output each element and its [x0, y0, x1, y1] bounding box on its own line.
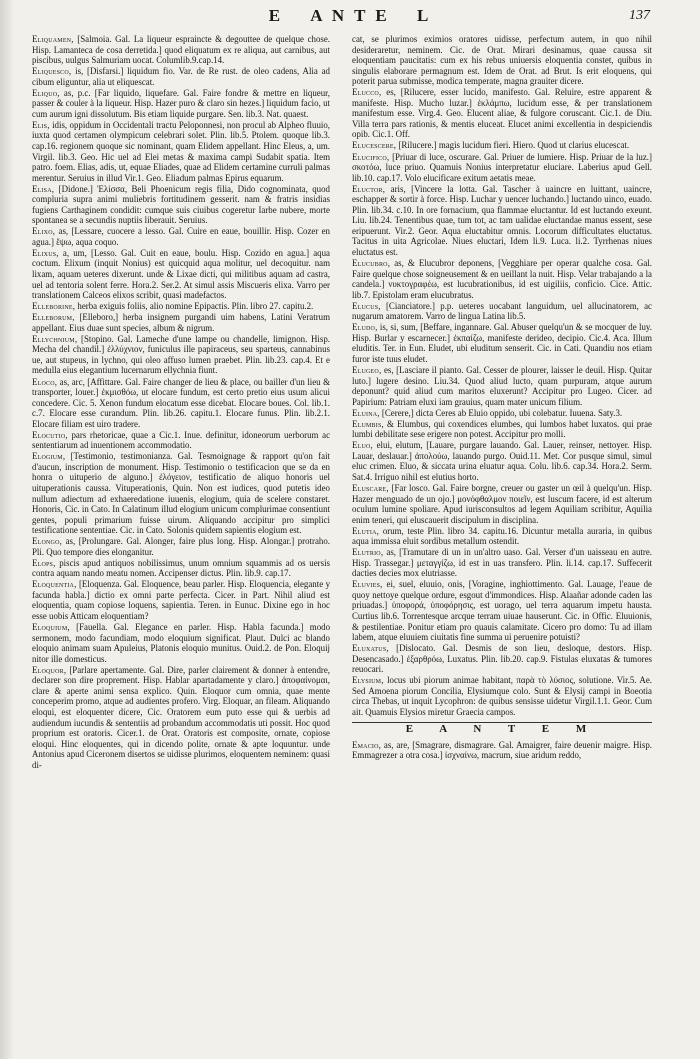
entry-text: elui, elutum, [Lauare, purgare lauando. Gal. Lauer, reinser, nettoyer. Hisp. Lauar, deslauar.] ἀπολούω, lauando purgo. Ouid.11. Met. Cor pusque simul, simul eluc crimen. Eluo, & siccata urina eluatur aqua. Colu. lib.6. cap.34. Hora.2. Serm. Sat.4. Irriguo nihil est elutius horto.: [352, 440, 652, 482]
entry-text: ei, suel, eluuio, onis, [Voragine, inghiottimento. Gal. Lauage, l'eaue de quoy nettoye quelque ordure, esgout d'immondices. Hisp. Alaañar adonde caden las priuadas.] ὑποφορά, ὑποφόρησις, est uorago, uel terra aquarum impetu hausta. Curtius lib.6. Torrentesque arcque terram uiuae hauserunt. Cic. in Offic. Eluuionis, & pestilentiae. Ponitur etiam pro quauis calamitate. Cicero pro domo: Tu ad illam labem, atque eluuiem ciuitatis fine summa ui peruenire potuisti?: [352, 579, 652, 643]
entry-headword: Eliquamen,: [32, 34, 74, 44]
dictionary-entry: [352, 184, 652, 258]
entry-text: as, & Elucubror deponens, [Vegghiare per operar qualche cosa. Gal. Faire quelque chose soigneusement & en ueillant la nuit. Hisp. Velar trabajando a la candela.] νυκτογραφέω, est lucubrationibus, id est uigiliis, conficio. Cice. Attic. lib.7. Epistolam eram elucubratus.: [352, 257, 652, 300]
entry-text: [Eloquenza. Gal. Eloquence, beau parler. Hisp. Eloquencia, elegante y facunda habla.] dictio ex omni parte perfecta. Cicer. in Part. Nihil aliud est eloquentia, quam copiose loquens, sapientia. Teren. in Eunuc. Dixine ego in hoc esse uobis Atticam eloquentiam?: [32, 579, 330, 622]
dictionary-entry: [352, 419, 652, 440]
entry-headword: Elisa,: [32, 183, 55, 194]
entry-headword: Ellychnium,: [32, 333, 78, 344]
dictionary-entry: [352, 322, 652, 364]
dictionary-entry: [352, 526, 652, 547]
entry-headword: Elucifico,: [352, 151, 390, 162]
entry-text: [Parlare apertamente. Gal. Dire, parler clairement & donner à entendre, declarer son dire proprement. Hisp. Hablar apartadamente y claro.] ἀποφαίνομαι, clare & aperte animi sensa explico. Quin. Eloquor cum omnia, quae mente conceperim promo, atque ad audientes profero. Virg. Eloquar, an fileam. Aliquando eloqui, est eloquenter dicere, Cic. Oratorem eum puto esse qui & uerbis ad audiendum iucundis & sententiis ad probandum accommodatis uti possit. Hoc quod proprium est oratoris. Cicer.1. de Orat. Oratoris est composite, ornate, copiose eloqui. Hinc eloquentes, qui in dicendo polite, ornate & apte loquuntur. unde Antonius apud Ciceronem disertos se uidisse plurimos, eloquentem neminem: quasi di-: [32, 664, 330, 770]
page-number: 137: [629, 8, 650, 23]
entry-headword: Elocutio,: [32, 429, 68, 440]
dictionary-entry: [352, 643, 652, 675]
dictionary-entry: [32, 334, 330, 376]
running-head-right: L: [416, 6, 432, 25]
entry-text: herba exiguis foliis, alio nomine Epipactis. Plin. libro 27. capitu.2.: [77, 301, 314, 312]
entry-headword: Eludo,: [352, 322, 378, 333]
dictionary-entry: [32, 430, 330, 451]
entry-text: [Dislocato. Gal. Desmis de son lieu, desloque, destors. Hisp. Desencasado.] ἐξαρθρόω, Luxatus. Plin. lib.20. cap.9. Fistulas eluxatas & tumores reuocari.: [352, 643, 652, 675]
entry-headword: Eluo,: [352, 440, 373, 451]
dictionary-entry: [352, 483, 652, 525]
dictionary-entry: [352, 440, 652, 482]
dictionary-entry: [352, 301, 652, 322]
dictionary-entry: [32, 301, 330, 312]
entry-headword: Elucescere,: [352, 140, 397, 151]
right-column: [352, 34, 652, 1052]
entry-headword: Elutrio,: [352, 547, 384, 558]
left-column: [32, 34, 330, 1052]
entry-headword: Emacio,: [352, 739, 382, 750]
entry-text: is, [Disfarsi.] liquidum fio. Var. de Re rust. de oleo cadens, Alia ad cibum eliguntur, alia ut eliquescat.: [32, 66, 330, 87]
entry-text: pars rhetoricae, quae a Cic.1. Inue. definitur, idoneorum uerborum ac sententiarum ad inuentionem accommodatio.: [32, 429, 330, 451]
dictionary-entry: [352, 579, 652, 642]
entry-text: [Didone.] Ἐλίσσα, Beli Phoenicum regis filia, Dido cognominata, quod compluria supra animi muliebris fortitudinem gesserit. nam & fratris insidias fugiens Carthaginem condidit: cumque suis ciuibus cogeretur Iarbe nubere, morte spontanea se a secundis nuptiis liberauit. Seruius.: [32, 183, 330, 226]
dictionary-entry: [352, 675, 652, 717]
entry-text: idis, oppidum in Occidentali tractu Peloponnesi, non procul ab Alpheo fluuio, iuxta quod certamen olympicum celebrari solet. Plin. lib.5. Ptolem. quoque lib.3. cap.16. regionem quoque sic nominant, quam Elidem appellant. Hinc Eleus, a, um. Virgil. lib.3. Geo. Hic uel ad Elei metas & maxima campi Sudabit spatia. Item patro. foem. Elias, adis, ut, equae Eliades, quae ad Elidem certamine curruli palmas merentur. Seruius in illud Vir.1. Geo. Eliadum palmas Epirus equarum.: [32, 119, 330, 183]
dictionary-entry: [32, 312, 330, 333]
dictionary-entry: [352, 140, 652, 151]
entry-text: [Cerere,] dicta Ceres ab Eluio oppido, ubi colebatur. Iuuena. Saty.3.: [381, 407, 623, 418]
entry-headword: Eluina,: [352, 407, 380, 418]
dictionary-entry: [32, 622, 330, 664]
dictionary-entry: [352, 408, 652, 419]
running-head: [0, 6, 700, 30]
dictionary-entry: [32, 120, 330, 183]
entry-text: [Fauella. Gal. Elegance en parler. Hisp. Habla facunda.] modo sermonem, modo facundiam, modo eloquium significat. Plaut. Dulci ac blando eloquio animam suam Apuleius, Platonis eloquio munitus. Ouid.2. de Pon. Eloquij nitor ille domesticus.: [32, 622, 330, 664]
running-head-center: A N T E: [310, 6, 390, 25]
entry-headword: Elis,: [32, 119, 50, 130]
entry-headword: Elysium,: [352, 675, 384, 686]
entry-headword: Elucubro,: [352, 257, 391, 268]
entry-headword: Eluxatus,: [352, 643, 389, 654]
entry-text: as, [Prolungare. Gal. Alonger, faire plus long. Hisp. Alongar.] protraho. Pli. Quo tempore dies elonganitur.: [32, 536, 330, 557]
entry-text: [Priuar di luce, oscurare. Gal. Priuer de lumiere. Hisp. Priuar de la luz.] σκοτόω, luce priuo. Quamuis Nonius interpretatur eluciare. Laberius apud Gell. lib.10. cap.17. Volo elucificare exitum aetatis meae.: [352, 151, 652, 183]
entry-headword: Elleborine,: [32, 301, 76, 312]
entry-headword: Eloquentia,: [32, 579, 77, 590]
entry-text: is, si, sum, [Beffare, ingannare. Gal. Abuser quelqu'un & se mocquer de luy. Hisp. Burlar y escarnecer.] ἐκπαίζω, manifeste derideo, decipio. Cic.4. Aca. Illum eluditis. Ter. in Eun. Eludet, ubi eluditum senserit. Cic. in Cati. Quandiu nos etiam furor iste tuus eludet.: [352, 322, 652, 364]
dictionary-entry: [352, 34, 652, 87]
dictionary-entry: [352, 152, 652, 184]
entry-headword: Elutia,: [352, 525, 380, 536]
entry-headword: Eluscare,: [352, 482, 389, 493]
dictionary-entry: [32, 665, 330, 770]
entry-text: es, [Lasciare il pianto. Gal. Cesser de plourer, laisser le deuil. Hisp. Quitar luto.] lugere desino. Liu.34. Quod aliud lucto, quam purpuram, atque aurum deponunt? quid aliud cum maritos eluxerunt? Accipitur pro Lugeo. Cicer. ad Papirium: Patriam eluxi iam grauius, quam mater unicum filium.: [352, 364, 652, 407]
entry-headword: Eloco,: [32, 376, 58, 387]
entry-text: [Stopino. Gal. Lameche d'une lampe ou chandelle, limignon. Hisp. Mecha del chandil.] ἐλλύχνιον, funiculus ille papiraceus, seu sparteus, cannabinus ue, aut stupeus, in lychno, qui oleo affuso lumen praebet. Plin. lib.23. cap.4. Et e medulla eius elegantium lucernarum ellychnia fiunt.: [32, 333, 330, 376]
binding-shadow: [0, 0, 14, 1059]
section-label: E A N T E M: [405, 722, 599, 735]
entry-headword: Elops,: [32, 557, 56, 568]
dictionary-entry: [32, 88, 330, 120]
dictionary-entry: [32, 377, 330, 430]
dictionary-entry: [32, 66, 330, 87]
entry-headword: Elumbis,: [352, 418, 384, 429]
entry-headword: Eluctor,: [352, 183, 386, 194]
dictionary-entry: [32, 536, 330, 557]
dictionary-entry: [352, 258, 652, 300]
entry-headword: Eluvies,: [352, 579, 383, 590]
entry-headword: Eloquor,: [32, 664, 67, 675]
entry-headword: Elixo,: [32, 226, 56, 237]
entry-text: as, [Tramutare di un in un'altro uaso. Gal. Verser d'un uaisseau en autre. Hisp. Trassegar.] μεταγγίζω, id est in uas transfero. Plin. li.14. cap.17. Suffecerit dacties decies mox elutriasse.: [352, 547, 652, 579]
entry-text: as, arc, [Affittare. Gal. Faire changer de lieu & place, ou bailler d'un lieu & transporter, louer.] ἐκμισθόω, ut elocare fundum, est certo pretio eius usum alicui concedere. Cic. 5. Xenon fundum elocatum esse dicebat. Elocare boues. Col. lib.1. c.7. Elocare esse curandum. Plin. lib.26. capitu.1. Elocare funus. Plin. lib.2.1. Elocare filiam est uiro tradere.: [32, 376, 330, 429]
section-divider: [352, 722, 652, 737]
running-head-left: E: [268, 6, 284, 25]
entry-text: [Far losco. Gal. Faire borgne, creuer ou gaster un œil à quelqu'un. Hisp. Hazer menguado de un ojo.] μονόφθαλμον ποιεῖν, est luscum facere, id est alterum oculum lumine spoliare. Apud iurisconsultos ad legem Aquiliam scribitur, Aquilia enim teneri, qui eluscauerit discipulum in disciplina.: [352, 482, 652, 525]
entry-headword: Eliquo,: [32, 87, 60, 98]
dictionary-entry: [32, 226, 330, 247]
dictionary-entry: [352, 740, 652, 761]
dictionary-entry: [32, 34, 330, 66]
entry-text: [Salmoia. Gal. La liqueur espraincte & degouttee de quelque chose. Hisp. Lamanteca de cosa derretida.] quod eliquatum ex re aliqua, aut carnibus, aut piscibus, uulgus Salmuriam uocat. Columlib.9.cap.14.: [32, 34, 330, 66]
entry-headword: Elucus,: [352, 300, 381, 311]
entry-headword: Elleborum,: [32, 312, 75, 323]
entry-headword: Elucco,: [352, 87, 382, 98]
entry-text: piscis apud antiquos nobilissimus, unum omnium squammis ad os uersis contra aquam nando meatu nomen. Accipenser dictus. Plin. lib.9. cap.17.: [32, 557, 330, 579]
entry-text: as, p.c. [Far liquido, liquefare. Gal. Faire fondre & mettre en liqueur, passer & couler à la liqueur. Hisp. Hazer puro & claro sin hezes.] liquidum facio, ut cum aurum igni dissolutum. Bis etiam liquide purgare. Sen. lib.3. Nat. quaest.: [32, 87, 330, 119]
entry-text: es, [Rilucere, esser lucido, manifesto. Gal. Reluire, estre apparent & manifeste. Hisp. Mucho luzar.] ἐκλάμπω, lucidum esse, & per translationem manifestum esse. Virg.4. Geo. Elucent aliae, & fulgore coruscant. Cic.1. de Diu. Villa terra pars rationis, & mentis eluceat. Elucet animi excellentia in despiciendis opib. Cic.1. Off.: [352, 87, 652, 140]
dictionary-entry: [32, 558, 330, 579]
entry-text: [Cianciatore.] p.p. ueteres uocabant languidum, uel allucinatorem, ac nugarum amatorem. Varro de lingua Latina lib.5.: [352, 300, 652, 322]
running-title: [0, 6, 700, 26]
entry-text: orum, teste Plin. libro 34. capitu.16. Dicuntur metalla auraria, in quibus aqua immissa eluit sordibus metallum ostendit.: [352, 525, 652, 547]
entry-text: a, um, [Lesso. Gal. Cuit en eaue, boulu. Hisp. Cozido en agua.] aqua coctum. Elixum (inquit Nonius) est quicquid aqua molitur, uel decoquitur. nam lixam, aquam ueteres dixerunt. unde & Lixae dicti, qui militibus aquam ad castra, uel ad tentoria solent ferre. Hora.2. Ser.2. At simul assis Miscueris elixa. Varro per translationem Calceos elixos scribit, quasi madefactos.: [32, 247, 330, 301]
entry-headword: Eloquium,: [32, 622, 70, 633]
entry-text: locus ubi piorum animae habitant, παρὰ τὸ λύσιος, solutione. Vir.5. Ae. Sed Amoena piorum Concilia, Elysiumque colo. Sunt & Elysij campi in Boeotia circa Thebas, ut inquit Lycophron: de quibus sensisse uidetur Virgil.1.1. Geor. Cum ait. Quamuis Elysios miretur Graecia campos.: [352, 675, 652, 717]
entry-headword: Elugeo,: [352, 364, 382, 375]
entry-text: [Elleboro,] herba insignem purgandi uim habens, Latini Veratrum appellant. Eius duae sunt species, album & nigrum.: [32, 312, 330, 333]
entry-text: as, [Lessare, cuocere a lesso. Gal. Cuire en eaue, bouillir. Hisp. Cozer en agua.] ἕψω, aqua coquo.: [32, 226, 330, 247]
dictionary-entry: [352, 365, 652, 407]
entry-text: aris, [Vincere la lotta. Gal. Tascher à uaincre en luittant, uaincre, eschapper & sortir à force. Hisp. Luchar y uencer luchando.] luctando uinco, euado. Plin. lib.34. c.10. In ore fornacium, qua flammae eluctantur. Id est luctando exeunt. Liu. lib.24. Tenentibus quae, tum tot, ac tam ualidae eluctandae manus essent, sese eripuerunt. Vir.2. Geor. Aqua eluctabitur omnis. Locorum difficultates eluctatus. Tacitus in uita Agricolae. Niues eluctari, Idem li.9. Luca. li.2. Tyrrhenas niues eluctatus est.: [352, 183, 652, 257]
dictionary-entry: [32, 248, 330, 301]
entry-text: [Rilucere.] magis lucidum fieri. Hiero. Quod ut clarius elucescat.: [398, 140, 630, 151]
dictionary-entry: [32, 184, 330, 226]
dictionary-entry: [352, 547, 652, 579]
entry-text: cat, se plurimos eximios oratores uidisse, perfectum autem, in quo nihil desideraretur, neminem. Cic. de Orat. Mirari desinamus, quae caussa sit eloquentiam paucitatis: cum ex his rebus uniuersis eloquentia constet, quibus in singulis elaborare permagnum est. Idem de Orat. ad Brut. Is erit eloquens, qui poterit parua submisse, modica temperate, magna grauiter dicere.: [352, 34, 652, 87]
entry-text: & Elumbus, qui coxendices elumbes, qui lumbos habet luxatos. qui prae lumbi debilitate sese erigere non potest. Accipitur pro molli.: [352, 418, 652, 440]
entry-headword: Elixus,: [32, 247, 59, 258]
entry-headword: Elogium,: [32, 451, 66, 462]
dictionary-entry: [32, 451, 330, 535]
entry-headword: Eliquesco,: [32, 66, 72, 77]
entry-text: [Testimonio, testimonianza. Gal. Tesmoignage & rapport qu'on fait d'aucun, inscription de monument. Hisp. Testimonio o testificacion que se da en honra o uituperio de alguno.] ἐλόγειον, testificatio de aliquo honoris uel uituperationis caussa. Vituperationis, Quin. Non est iudices, quod putetis ideo nullum adiectum ad exhaeredatione iuuenis, elogium, quia de scelere constaret. Honoris, Cic. in Cato. In Calatinum illud elogium unicum complurimae consentiunt gentes, populi primarium fuisse uirum. Aliquando accipitur pro simplici testificatione sententiae. Cic. in Cato. Solonis quidem sapientis elogium est.: [32, 451, 330, 536]
dictionary-entry: [352, 87, 652, 140]
dictionary-entry: [32, 579, 330, 621]
entry-text: as, are, [Smagrare, dismagrare. Gal. Amaigrer, faire deuenir maigre. Hisp. Emmagrezer a otra cosa.] ἰσχναίνω, macrum, siue aridum reddo,: [352, 739, 652, 761]
entry-headword: Elongo,: [32, 536, 63, 547]
